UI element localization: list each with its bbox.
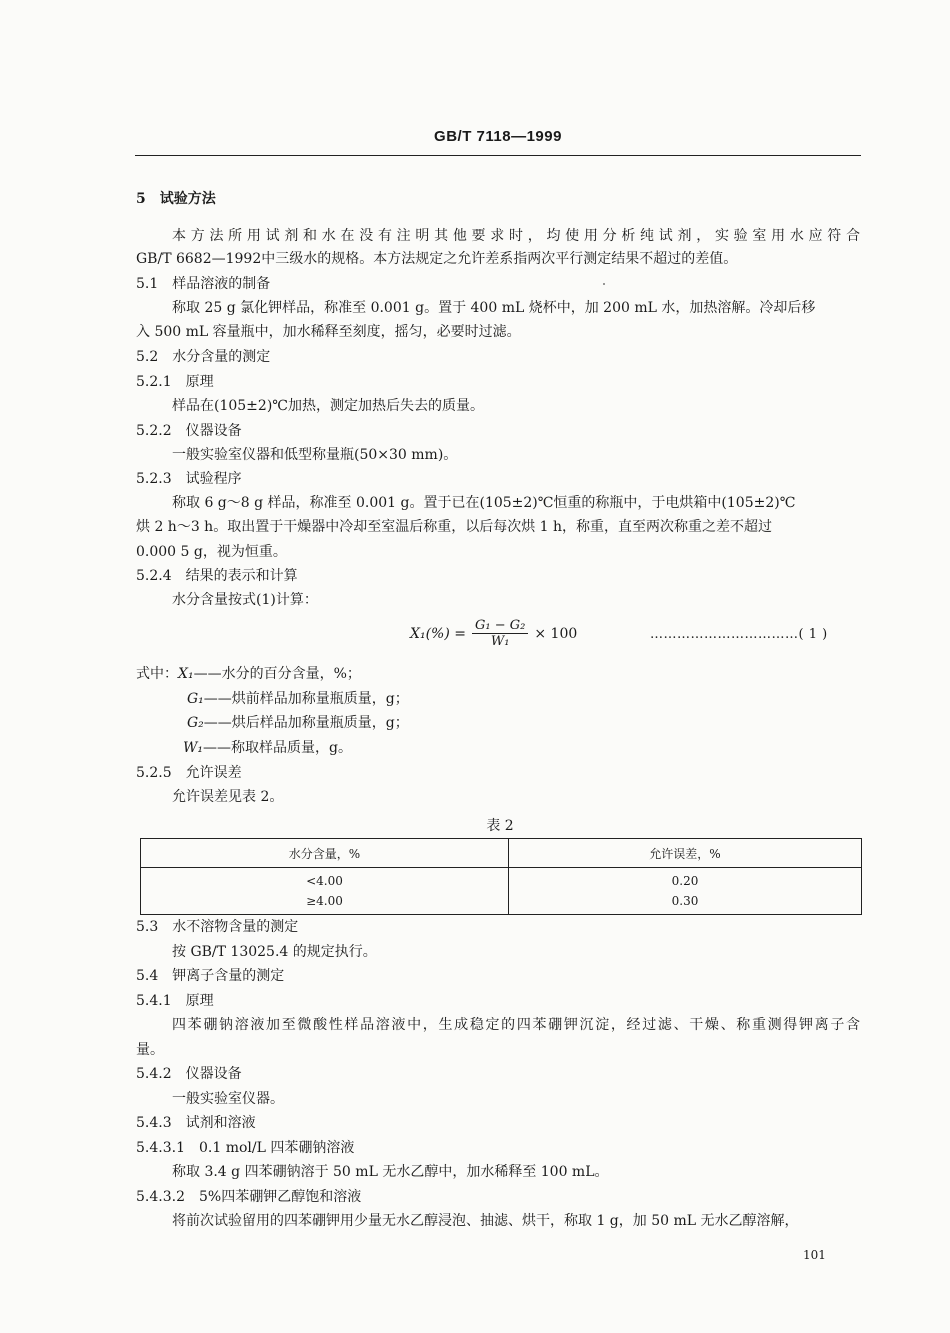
where-item-4: W₁——称取样品质量，g。 (183, 740, 352, 756)
table-header-cell: 水分含量，% (141, 839, 509, 868)
equation-number: ( 1 ) (798, 627, 828, 642)
table-2 (140, 838, 862, 915)
table-header-row (141, 839, 862, 868)
table-row (141, 868, 862, 892)
standard-header: GB/T 7118—1999 (434, 128, 562, 145)
section-5-heading: 5 试验方法 (136, 191, 216, 207)
table-cell: ≥4.00 (141, 891, 509, 915)
section-5-4-3-heading: 5.4.3 试剂和溶液 (136, 1115, 256, 1131)
intro-line-1: 本方法所用试剂和水在没有注明其他要求时，均使用分析纯试剂，实验室用水应符合 (172, 228, 860, 244)
section-5-2-5-heading: 5.2.5 允许误差 (136, 765, 242, 781)
formula-rhs: × 100 (534, 625, 578, 642)
section-5-4-3-1-heading: 5.4.3.1 0.1 mol/L 四苯硼钠溶液 (136, 1140, 355, 1156)
intro-line-2: GB/T 6682—1992中三级水的规格。本方法规定之允许差系指两次平行测定结果不超过的差值。 (136, 251, 738, 267)
table-row (141, 891, 862, 915)
table-header-cell: 允许误差，% (509, 839, 862, 868)
s5-1-line-2: 入 500 mL 容量瓶中，加水稀释至刻度，摇匀，必要时过滤。 (136, 324, 521, 340)
section-5-1-heading: 5.1 样品溶液的制备 (136, 276, 271, 292)
s5-2-4-text: 水分含量按式(1)计算： (172, 592, 318, 608)
table-cell: 0.30 (671, 894, 699, 908)
s5-1-line-1: 称取 25 g 氯化钾样品，称准至 0.001 g。置于 400 mL 烧杯中，加 200 mL 水，加热溶解。冷却后移 (172, 300, 816, 316)
s5-2-3-line-1: 称取 6 g～8 g 样品，称准至 0.001 g。置于已在(105±2)℃恒重的称瓶中，于电烘箱中(105±2)℃ (172, 495, 796, 511)
section-5-3-heading: 5.3 水不溶物含量的测定 (136, 919, 299, 935)
s5-2-5-text: 允许误差见表 2。 (172, 789, 284, 805)
section-5-4-heading: 5.4 钾离子含量的测定 (136, 968, 285, 984)
s5-4-3-1-text: 称取 3.4 g 四苯硼钠溶于 50 mL 无水乙醇中，加水稀释至 100 mL。 (172, 1164, 609, 1180)
section-5-4-3-2-heading: 5.4.3.2 5%四苯硼钾乙醇饱和溶液 (136, 1189, 362, 1205)
where-item-2: G₁——烘前样品加称量瓶质量，g； (187, 691, 409, 707)
section-5-2-3-heading: 5.2.3 试验程序 (136, 471, 242, 487)
equation-number-leader: ……………………………( 1 ) (650, 627, 828, 642)
page-number: 101 (803, 1248, 826, 1262)
section-5-2-1-heading: 5.2.1 原理 (136, 374, 214, 390)
s5-2-1-text: 样品在(105±2)℃加热，测定加热后失去的质量。 (172, 398, 484, 414)
s5-2-2-text: 一般实验室仪器和低型称量瓶(50×30 mm)。 (172, 447, 458, 463)
formula-fraction (472, 618, 528, 649)
s5-4-1-line-1: 四苯硼钠溶液加至微酸性样品溶液中，生成稳定的四苯硼钾沉淀，经过滤、干燥、称重测得钾离子含 (172, 1017, 860, 1033)
scan-speck (603, 283, 605, 285)
s5-3-text: 按 GB/T 13025.4 的规定执行。 (172, 944, 377, 960)
section-5-2-2-heading: 5.2.2 仪器设备 (136, 423, 242, 439)
section-5-2-4-heading: 5.2.4 结果的表示和计算 (136, 568, 298, 584)
s5-4-2-text: 一般实验室仪器。 (172, 1091, 284, 1107)
where-item-1: 式中：X₁——水分的百分含量，%； (136, 666, 361, 682)
section-5-2-heading: 5.2 水分含量的测定 (136, 349, 271, 365)
s5-2-3-line-2: 烘 2 h～3 h。取出置于干燥器中冷却至室温后称重，以后每次烘 1 h，称重，直至两次称重之差不超过 (136, 519, 773, 535)
section-5-4-2-heading: 5.4.2 仪器设备 (136, 1066, 242, 1082)
table-cell: 0.20 (671, 874, 699, 888)
s5-2-3-line-3: 0.000 5 g，视为恒重。 (136, 544, 287, 560)
table-2-caption: 表 2 (486, 818, 514, 834)
table-cell: <4.00 (141, 868, 509, 892)
section-5-4-1-heading: 5.4.1 原理 (136, 993, 214, 1009)
s5-4-1-line-2: 量。 (136, 1042, 164, 1058)
header-rule (135, 155, 861, 156)
formula-denominator: W₁ (490, 634, 510, 649)
formula-lhs: X₁(%) = (410, 625, 466, 642)
s5-4-3-2-text: 将前次试验留用的四苯硼钾用少量无水乙醇浸泡、抽滤、烘干，称取 1 g，加 50 mL 无水乙醇溶解， (172, 1213, 799, 1229)
formula-numerator: G₁ − G₂ (472, 618, 528, 634)
water-content-formula (410, 618, 577, 649)
where-item-3: G₂——烘后样品加称量瓶质量，g； (187, 715, 409, 731)
